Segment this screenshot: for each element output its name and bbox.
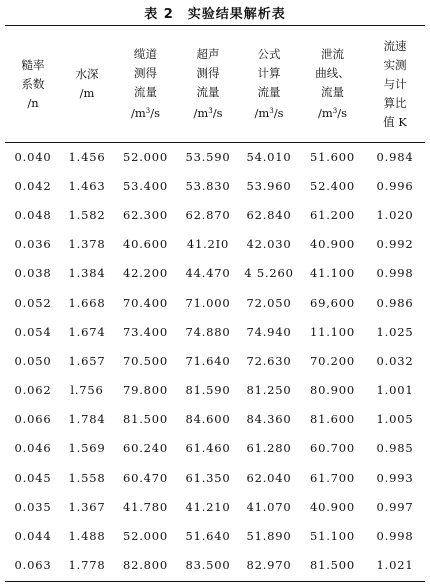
- table-cell: 1.456: [68, 149, 106, 164]
- header-line: 系数: [21, 76, 45, 91]
- table-cell: 70.400: [122, 295, 169, 310]
- header-unit: [113, 102, 178, 123]
- header-line: 实测: [383, 57, 407, 72]
- table-cell: 54.010: [246, 149, 292, 164]
- table-cell: 71.000: [185, 295, 231, 310]
- table-cell: 42.200: [122, 266, 169, 281]
- table-row: [5, 405, 425, 434]
- table-cell: 1.378: [68, 237, 106, 252]
- table-cell: 0.054: [14, 324, 52, 339]
- table-row: [5, 521, 425, 550]
- table-cell: 1.668: [68, 295, 106, 310]
- table-cell: 1.558: [68, 470, 106, 485]
- table-cell: 52.000: [122, 529, 169, 544]
- header-roughness-coefficient: [5, 26, 61, 142]
- table-cell: 51.100: [309, 529, 356, 544]
- table-row: [5, 346, 425, 375]
- table-cell: 4 5.260: [244, 266, 294, 281]
- table-cell: 0.046: [14, 441, 52, 456]
- table-cell: 0.038: [14, 266, 52, 281]
- unit-base: /m: [193, 106, 209, 120]
- table-caption: 表 2 实验结果解析表: [144, 7, 286, 22]
- table-cell: 41.100: [309, 266, 356, 281]
- table-cell: 1.021: [376, 558, 414, 573]
- header-unit: /n: [27, 95, 39, 110]
- table-cell: 69,600: [309, 295, 356, 310]
- table-cell: 1.025: [376, 324, 414, 339]
- header-line: 流量: [257, 85, 281, 99]
- table-cell: 0.984: [376, 149, 414, 164]
- table-header: [5, 26, 425, 142]
- table-cell: 51.600: [309, 149, 356, 164]
- header-line: 与计: [383, 76, 407, 91]
- table-cell: 52.400: [309, 178, 356, 193]
- table-cell: 81.500: [122, 412, 169, 427]
- header-velocity-ratio-k: [365, 26, 425, 142]
- table-cell: 1.582: [68, 207, 106, 222]
- table-cell: 61.280: [246, 441, 292, 456]
- table-cell: 0.063: [14, 558, 52, 573]
- unit-base: /m: [317, 106, 333, 120]
- table-cell: 53.960: [246, 178, 292, 193]
- header-line: 测得: [134, 66, 157, 80]
- table-cell: 0.048: [14, 207, 52, 222]
- table-cell: 62.300: [122, 207, 169, 222]
- table-cell: 0.050: [14, 353, 52, 368]
- table-cell: 1.657: [68, 353, 106, 368]
- table-cell: 0.998: [376, 529, 414, 544]
- unit-exponent: 3: [145, 107, 151, 115]
- table-cell: 1.488: [68, 529, 106, 544]
- header-unit: [300, 102, 365, 123]
- header-line: 曲线、: [315, 66, 350, 80]
- table-cell: 1.674: [68, 324, 106, 339]
- table-row: [5, 142, 425, 171]
- table-cell: 40.900: [309, 237, 356, 252]
- table-row: [5, 230, 425, 259]
- table-cell: 71.640: [185, 353, 231, 368]
- unit-tail: /s: [150, 106, 161, 120]
- table-row: [5, 551, 425, 580]
- header-line: 公式: [257, 47, 281, 61]
- table-cell: 81.600: [309, 412, 356, 427]
- table-cell: 1.005: [376, 412, 414, 427]
- table-cell: 0.998: [376, 266, 414, 281]
- table-cell: 0.035: [14, 499, 52, 514]
- table-cell: 79.800: [122, 383, 169, 398]
- table-cell: 81.250: [246, 383, 292, 398]
- table-cell: 60.470: [122, 470, 169, 485]
- header-line: 测得: [196, 66, 220, 80]
- table-cell: 0.993: [376, 470, 414, 485]
- table-cell: 0.036: [14, 237, 52, 252]
- table-row: [5, 463, 425, 492]
- table-cell: 84.360: [246, 412, 292, 427]
- table-cell: 0.062: [14, 383, 52, 398]
- table-cell: 62.840: [246, 207, 292, 222]
- table-cell: 0.986: [376, 295, 414, 310]
- table-cell: 11.100: [309, 324, 356, 339]
- header-line: 糙率: [21, 57, 45, 72]
- header-line: 水深: [75, 67, 99, 81]
- table-cell: 62.040: [246, 470, 292, 485]
- table-cell: 41.070: [246, 499, 292, 514]
- table-cell: 81.500: [309, 558, 356, 573]
- table-bottom-rule: [5, 581, 425, 582]
- table-cell: 1.569: [68, 441, 106, 456]
- table-cell: 70.200: [309, 353, 356, 368]
- header-line: 超声: [196, 47, 220, 61]
- table-cell: 41.210: [185, 499, 231, 514]
- table-cell: 53.400: [122, 178, 169, 193]
- table-cell: 70.500: [122, 353, 169, 368]
- table-cell: 0.045: [14, 470, 52, 485]
- table-row: [5, 171, 425, 200]
- table-cell: 1.384: [68, 266, 106, 281]
- table-cell: 53.590: [185, 149, 231, 164]
- table-cell: 0.052: [14, 295, 52, 310]
- table-cell: 53.830: [185, 178, 231, 193]
- header-unit: /m: [79, 86, 95, 100]
- header-unit: [178, 102, 238, 123]
- header-discharge-curve-flow: [300, 26, 365, 142]
- table-cell: 74.880: [185, 324, 231, 339]
- table-cell: 83.500: [185, 558, 231, 573]
- table-cell: 0.985: [376, 441, 414, 456]
- table-cell: 81.590: [185, 383, 231, 398]
- table-cell: 44.470: [185, 266, 231, 281]
- table-body: [5, 142, 425, 580]
- header-line: 流量: [321, 85, 344, 99]
- table-cell: 41.2I0: [186, 237, 230, 252]
- table-cell: 60.700: [309, 441, 356, 456]
- table-row: [5, 434, 425, 463]
- unit-base: /m: [254, 106, 270, 120]
- table-cell: 1.778: [68, 558, 106, 573]
- unit-exponent: 3: [332, 107, 338, 115]
- table-cell: 61.200: [309, 207, 356, 222]
- table-cell: 51.890: [246, 529, 292, 544]
- table-cell: 0.992: [376, 237, 414, 252]
- unit-base: /m: [130, 106, 146, 120]
- header-line: 计算: [257, 66, 281, 80]
- table-cell: 0.996: [376, 178, 414, 193]
- table-cell: 0.044: [14, 529, 52, 544]
- table-row: [5, 376, 425, 405]
- table-cell: 1.367: [68, 499, 106, 514]
- table-cell: 0.040: [14, 149, 52, 164]
- header-cableway-flow: [113, 26, 178, 142]
- table-cell: 41.780: [122, 499, 169, 514]
- table-cell: 74.940: [246, 324, 292, 339]
- table-cell: 73.400: [122, 324, 169, 339]
- table-cell: 82.970: [246, 558, 292, 573]
- table-cell: 60.240: [122, 441, 169, 456]
- header-row: [5, 26, 425, 142]
- header-line: 流量: [196, 85, 220, 99]
- results-table: [5, 26, 425, 580]
- table-cell: 52.000: [122, 149, 169, 164]
- table-cell: l.756: [70, 383, 104, 398]
- table-cell: 42.030: [246, 237, 292, 252]
- header-line: 缆道: [134, 47, 157, 61]
- table-cell: 80.900: [309, 383, 356, 398]
- unit-tail: /s: [273, 106, 284, 120]
- table-cell: 62.870: [185, 207, 231, 222]
- table-cell: 84.600: [185, 412, 231, 427]
- table-cell: 0.066: [14, 412, 52, 427]
- header-line: 值 K: [383, 114, 407, 129]
- table-cell: 1.784: [68, 412, 106, 427]
- table-cell: 51.640: [185, 529, 231, 544]
- table-cell: 82.800: [122, 558, 169, 573]
- table-cell: 40.600: [122, 237, 169, 252]
- header-formula-flow: [238, 26, 300, 142]
- header-line: 泄流: [321, 47, 344, 61]
- header-line: 流量: [134, 85, 157, 99]
- header-unit: [238, 102, 300, 123]
- table-cell: 0.032: [376, 353, 414, 368]
- table-row: [5, 259, 425, 288]
- table-cell: 61.700: [309, 470, 356, 485]
- table-row: [5, 317, 425, 346]
- table-cell: 1.463: [68, 178, 106, 193]
- table-cell: 0.997: [376, 499, 414, 514]
- table-row: [5, 200, 425, 229]
- table-row: [5, 492, 425, 521]
- table-cell: 0.042: [14, 178, 52, 193]
- table-cell: 1.020: [376, 207, 414, 222]
- header-line: 流速: [383, 38, 407, 53]
- unit-tail: /s: [212, 106, 223, 120]
- unit-exponent: 3: [269, 107, 274, 115]
- header-ultrasonic-flow: [178, 26, 238, 142]
- table-cell: 61.460: [185, 441, 231, 456]
- table-cell: 1.001: [376, 383, 414, 398]
- table-row: [5, 288, 425, 317]
- table-cell: 61.350: [185, 470, 231, 485]
- table-cell: 72.630: [246, 353, 292, 368]
- header-water-depth: [61, 26, 113, 142]
- unit-exponent: 3: [208, 107, 213, 115]
- table-cell: 72.050: [246, 295, 292, 310]
- unit-tail: /s: [337, 106, 348, 120]
- header-line: 算比: [383, 95, 407, 110]
- table-cell: 40.900: [309, 499, 356, 514]
